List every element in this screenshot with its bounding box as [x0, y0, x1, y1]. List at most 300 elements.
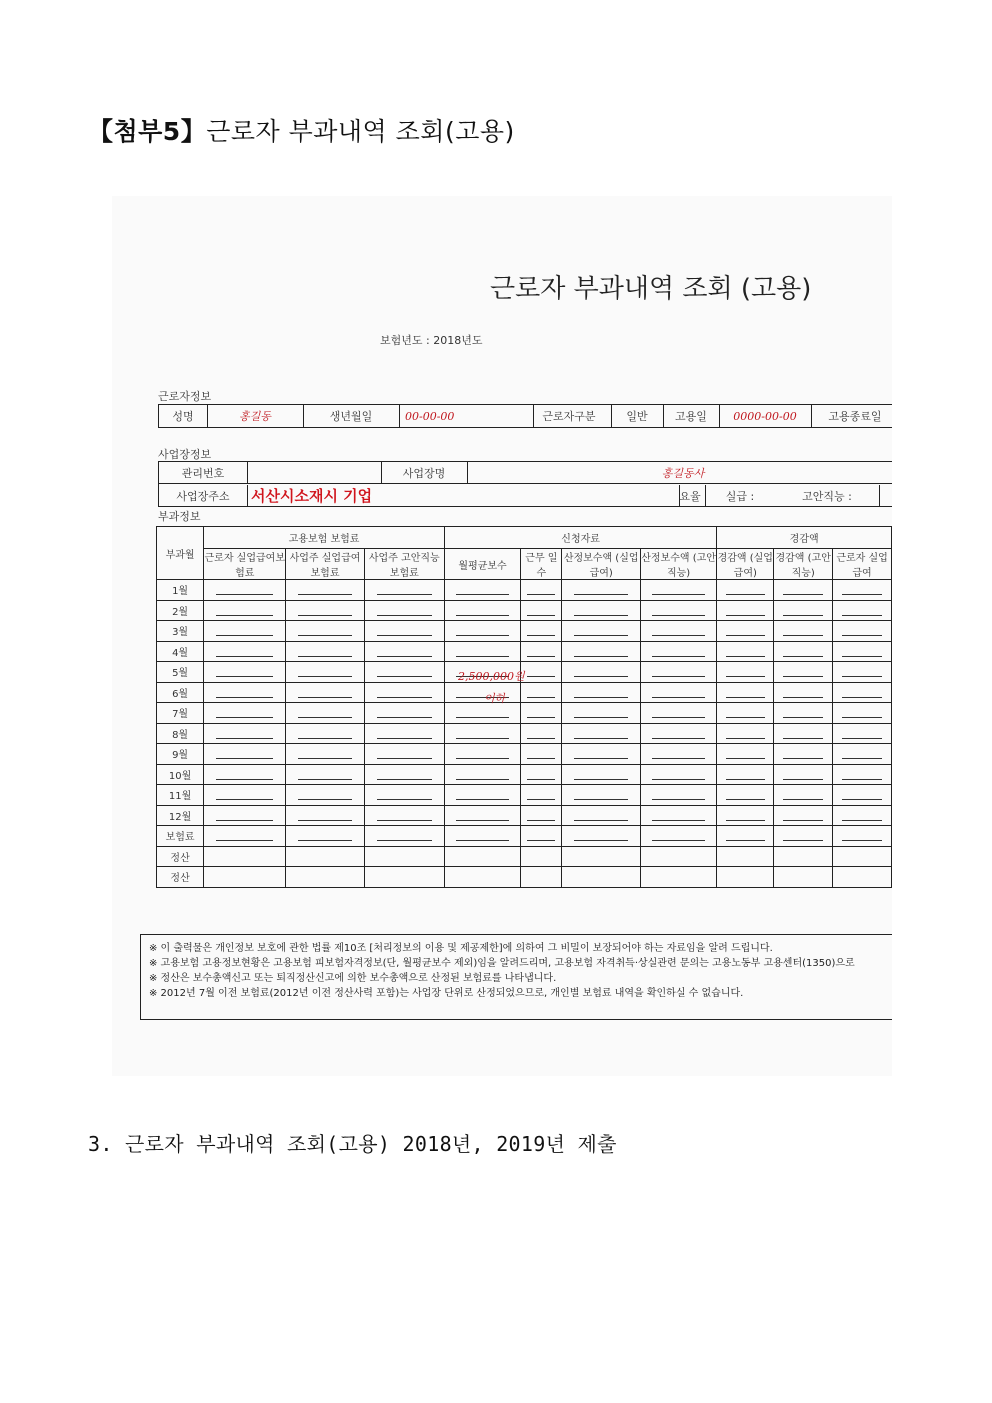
table-cell: [364, 682, 444, 703]
table-cell: [562, 785, 640, 806]
blank-line: [377, 748, 432, 759]
rate-label: 요율: [675, 485, 706, 506]
note-line: ※ 2012년 7월 이전 보험료(2012년 이전 정산사력 포함)는 사업장 단위로 산정되었으므로, 개인별 보험료 내역을 확인하실 수 없습니다.: [149, 988, 744, 999]
table-cell: [204, 805, 286, 826]
table-cell: [364, 826, 444, 847]
table-cell: [717, 846, 774, 867]
table-cell: [444, 723, 520, 744]
table-cell: [774, 621, 833, 642]
handwritten-amount: 2,500,000원: [458, 670, 525, 683]
blank-line: [527, 769, 555, 780]
table-cell: [640, 580, 716, 601]
worker-section-label: 근로자정보: [158, 390, 212, 403]
table-cell: [521, 723, 562, 744]
table-cell: [204, 867, 286, 888]
row-label: 3월: [157, 621, 204, 642]
attachment-title: 근로자 부과내역 조회(고용): [206, 117, 515, 146]
note-line: ※ 이 출력물은 개인정보 보호에 관한 법률 제10조 [처리정보의 이용 및 제공제한]에 의하여 그 비밀이 보장되어야 하는 자료임을 알려 드립니다.: [149, 943, 773, 954]
blank-line: [574, 707, 628, 718]
blank-line: [527, 789, 555, 800]
business-info-box: [158, 461, 892, 507]
table-cell: [833, 846, 892, 867]
table-cell: [204, 744, 286, 765]
table-cell: [364, 662, 444, 683]
table-cell: [364, 744, 444, 765]
blank-line: [574, 605, 628, 616]
blank-line: [574, 666, 628, 677]
blank-line: [574, 584, 628, 595]
row-label: 8월: [157, 723, 204, 744]
birth-value: 00-00-00: [399, 405, 534, 427]
blank-line: [652, 830, 705, 841]
row-label: 2월: [157, 600, 204, 621]
blank-line: [377, 666, 432, 677]
row-label: 11월: [157, 785, 204, 806]
table-cell: [286, 764, 364, 785]
blank-line: [842, 666, 883, 677]
blank-line: [574, 728, 628, 739]
table-cell: [521, 846, 562, 867]
table-cell: [833, 703, 892, 724]
table-cell: [833, 662, 892, 683]
table-cell: [833, 867, 892, 888]
name-value: 홍길동: [207, 405, 304, 427]
table-cell: [364, 703, 444, 724]
business-divider: [159, 483, 892, 484]
table-row: [157, 703, 892, 724]
blank-line: [783, 666, 824, 677]
table-cell: [717, 826, 774, 847]
group-insurance-premium: 고용보험 보험료: [204, 527, 445, 549]
table-cell: [286, 826, 364, 847]
table-cell: [364, 723, 444, 744]
table-cell: [833, 785, 892, 806]
table-cell: [364, 580, 444, 601]
blank-line: [216, 789, 273, 800]
mgmt-no-value: [247, 462, 382, 483]
table-cell: [717, 744, 774, 765]
blank-line: [456, 646, 509, 657]
blank-line: [298, 666, 352, 677]
row-label: 4월: [157, 641, 204, 662]
group-reduction: 경감액: [717, 527, 892, 549]
col-work-days: 근무 일수: [521, 549, 562, 580]
table-cell: [640, 744, 716, 765]
worker-type-label: 근로자구분: [527, 405, 612, 427]
table-cell: [204, 826, 286, 847]
table-cell: [640, 600, 716, 621]
row-label: 7월: [157, 703, 204, 724]
blank-line: [456, 830, 509, 841]
table-cell: [204, 703, 286, 724]
table-cell: [717, 621, 774, 642]
table-cell: [204, 621, 286, 642]
blank-line: [726, 789, 765, 800]
blank-line: [726, 728, 765, 739]
table-cell: [562, 580, 640, 601]
worker-info-row: [158, 404, 892, 428]
blank-line: [527, 605, 555, 616]
insurance-year: 보험년도 : 2018년도: [380, 334, 483, 347]
blank-line: [456, 748, 509, 759]
blank-line: [842, 584, 883, 595]
blank-line: [574, 789, 628, 800]
table-cell: [774, 662, 833, 683]
blank-line: [456, 625, 509, 636]
blank-line: [216, 707, 273, 718]
blank-line: [298, 769, 352, 780]
blank-line: [298, 687, 352, 698]
business-section-label: 사업장정보: [158, 448, 212, 461]
blank-line: [726, 646, 765, 657]
table-cell: [717, 600, 774, 621]
table-cell: [444, 764, 520, 785]
blank-line: [377, 687, 432, 698]
blank-line: [726, 748, 765, 759]
blank-line: [527, 625, 555, 636]
blank-line: [783, 830, 824, 841]
blank-line: [783, 687, 824, 698]
table-cell: [774, 682, 833, 703]
table-cell: [286, 703, 364, 724]
blank-line: [726, 810, 765, 821]
col-monthly-avg: 월평균보수: [444, 549, 520, 580]
handwritten-below: 이하: [484, 692, 506, 705]
col-calc-stab: 산정보수액 (고안직능): [640, 549, 716, 580]
blank-line: [652, 748, 705, 759]
blank-line: [377, 728, 432, 739]
table-cell: [204, 723, 286, 744]
blank-line: [842, 789, 883, 800]
blank-line: [527, 728, 555, 739]
table-cell: [521, 682, 562, 703]
col-reduct-unemp: 경감액 (실업급여): [717, 549, 774, 580]
table-cell: [640, 785, 716, 806]
blank-line: [216, 728, 273, 739]
table-row: [157, 641, 892, 662]
blank-line: [783, 748, 824, 759]
table-cell: [833, 764, 892, 785]
birth-label: 생년월일: [303, 405, 400, 427]
blank-line: [527, 707, 555, 718]
blank-line: [216, 810, 273, 821]
blank-line: [298, 789, 352, 800]
table-cell: [521, 826, 562, 847]
table-cell: [286, 805, 364, 826]
table-cell: [640, 641, 716, 662]
table-row: [157, 682, 892, 703]
blank-line: [652, 605, 705, 616]
blank-line: [456, 728, 509, 739]
table-cell: [286, 723, 364, 744]
table-cell: [717, 641, 774, 662]
table-cell: [774, 846, 833, 867]
blank-line: [298, 748, 352, 759]
blank-line: [456, 605, 509, 616]
rate-unemployment: 실급 :: [725, 489, 755, 503]
table-cell: [286, 744, 364, 765]
table-cell: [774, 703, 833, 724]
blank-line: [298, 584, 352, 595]
table-cell: [444, 744, 520, 765]
table-cell: [640, 723, 716, 744]
table-row: [157, 723, 892, 744]
table-cell: [774, 785, 833, 806]
table-cell: [774, 744, 833, 765]
blank-line: [574, 810, 628, 821]
table-cell: [833, 744, 892, 765]
blank-line: [216, 646, 273, 657]
table-cell: [364, 805, 444, 826]
table-cell: [717, 662, 774, 683]
table-cell: [364, 785, 444, 806]
blank-line: [527, 666, 555, 677]
row-label: 10월: [157, 764, 204, 785]
table-cell: [562, 846, 640, 867]
address-value: 서산시소재시 기업: [247, 485, 680, 506]
table-row: [157, 785, 892, 806]
table-cell: [833, 600, 892, 621]
table-cell: [286, 580, 364, 601]
table-cell: [286, 867, 364, 888]
row-label: 정산: [157, 867, 204, 888]
blank-line: [527, 810, 555, 821]
table-row: [157, 764, 892, 785]
table-cell: [640, 621, 716, 642]
table-cell: [286, 600, 364, 621]
table-cell: [774, 641, 833, 662]
table-cell: [774, 764, 833, 785]
blank-line: [216, 769, 273, 780]
col-worker-unemp-2: 근로자 실업급여: [833, 549, 892, 580]
table-cell: [521, 662, 562, 683]
blank-line: [377, 625, 432, 636]
table-cell: [562, 867, 640, 888]
table-row: [157, 621, 892, 642]
row-label: 12월: [157, 805, 204, 826]
table-row: [157, 805, 892, 826]
group-application-data: 신청자료: [444, 527, 716, 549]
blank-line: [652, 666, 705, 677]
table-cell: [521, 867, 562, 888]
table-cell: [562, 621, 640, 642]
end-date-label: 고용종료일: [828, 410, 882, 423]
blank-line: [527, 830, 555, 841]
table-cell: [717, 764, 774, 785]
blank-line: [377, 810, 432, 821]
business-name-label: 사업장명: [381, 462, 468, 483]
table-cell: [204, 600, 286, 621]
col-employer-unemp: 사업주 실업급여보험료: [286, 549, 364, 580]
blank-line: [377, 830, 432, 841]
table-cell: [833, 621, 892, 642]
levy-table: [156, 526, 892, 888]
table-cell: [364, 764, 444, 785]
blank-line: [726, 769, 765, 780]
row-label: 정산: [157, 846, 204, 867]
blank-line: [574, 646, 628, 657]
notes-box: [140, 934, 892, 1020]
table-row: [157, 826, 892, 847]
blank-line: [298, 605, 352, 616]
table-cell: [444, 580, 520, 601]
rate-stability: 고안직능 :: [775, 485, 880, 506]
row-label: 6월: [157, 682, 204, 703]
blank-line: [216, 584, 273, 595]
table-cell: [444, 805, 520, 826]
blank-line: [726, 605, 765, 616]
blank-line: [842, 830, 883, 841]
table-cell: [774, 723, 833, 744]
row-label: 1월: [157, 580, 204, 601]
scanned-form: [112, 196, 892, 1076]
table-cell: [521, 580, 562, 601]
col-worker-unemp: 근로자 실업급여보험료: [204, 549, 286, 580]
table-cell: [286, 641, 364, 662]
blank-line: [527, 687, 555, 698]
blank-line: [842, 810, 883, 821]
blank-line: [652, 584, 705, 595]
blank-line: [456, 810, 509, 821]
table-cell: [640, 764, 716, 785]
note-line: ※ 정산은 보수총액신고 또는 퇴직정산신고에 의한 보수총액으로 산정된 보험료를 나타냅니다.: [149, 973, 557, 984]
col-employer-stab: 사업주 고안직능보험료: [364, 549, 444, 580]
worker-type-value: 일반: [611, 405, 664, 427]
table-cell: [562, 662, 640, 683]
table-row: [157, 846, 892, 867]
blank-line: [216, 625, 273, 636]
table-cell: [833, 580, 892, 601]
row-label: 9월: [157, 744, 204, 765]
table-cell: [833, 641, 892, 662]
table-cell: [717, 723, 774, 744]
blank-line: [783, 625, 824, 636]
blank-line: [652, 728, 705, 739]
table-cell: [444, 785, 520, 806]
table-cell: [774, 580, 833, 601]
blank-line: [783, 707, 824, 718]
table-cell: [717, 805, 774, 826]
table-cell: [717, 580, 774, 601]
blank-line: [298, 728, 352, 739]
table-cell: [640, 826, 716, 847]
table-cell: [444, 600, 520, 621]
table-cell: [204, 580, 286, 601]
blank-line: [298, 646, 352, 657]
blank-line: [652, 625, 705, 636]
blank-line: [842, 646, 883, 657]
col-levy-month: 부과월: [157, 527, 204, 580]
blank-line: [783, 605, 824, 616]
table-cell: [521, 805, 562, 826]
blank-line: [456, 769, 509, 780]
blank-line: [574, 625, 628, 636]
table-cell: [833, 805, 892, 826]
table-cell: [444, 621, 520, 642]
table-cell: [286, 846, 364, 867]
blank-line: [842, 605, 883, 616]
table-cell: [640, 703, 716, 724]
table-row: [157, 600, 892, 621]
table-cell: [204, 785, 286, 806]
table-cell: [444, 682, 520, 703]
business-name-value: 홍길동사: [661, 466, 705, 480]
table-cell: [444, 867, 520, 888]
table-cell: [833, 682, 892, 703]
table-cell: [364, 641, 444, 662]
blank-line: [783, 810, 824, 821]
blank-line: [652, 769, 705, 780]
table-cell: [521, 744, 562, 765]
table-cell: [364, 867, 444, 888]
table-cell: [640, 662, 716, 683]
table-cell: [444, 826, 520, 847]
table-cell: [774, 805, 833, 826]
table-cell: [717, 682, 774, 703]
blank-line: [377, 707, 432, 718]
blank-line: [377, 769, 432, 780]
table-cell: [444, 703, 520, 724]
blank-line: [783, 789, 824, 800]
blank-line: [574, 830, 628, 841]
table-row: [157, 580, 892, 601]
blank-line: [527, 584, 555, 595]
blank-line: [652, 646, 705, 657]
blank-line: [652, 707, 705, 718]
blank-line: [842, 687, 883, 698]
table-cell: [640, 682, 716, 703]
table-cell: [562, 764, 640, 785]
table-cell: [833, 826, 892, 847]
blank-line: [298, 625, 352, 636]
blank-line: [574, 769, 628, 780]
table-cell: [286, 785, 364, 806]
mgmt-no-label: 관리번호: [159, 462, 248, 483]
blank-line: [298, 707, 352, 718]
blank-line: [216, 748, 273, 759]
table-cell: [364, 621, 444, 642]
table-cell: [204, 846, 286, 867]
table-cell: [286, 662, 364, 683]
table-cell: [521, 641, 562, 662]
form-title: 근로자 부과내역 조회 (고용): [490, 274, 812, 304]
blank-line: [726, 707, 765, 718]
table-cell: [364, 846, 444, 867]
name-label: 성명: [159, 405, 208, 427]
table-cell: [286, 682, 364, 703]
table-cell: [204, 662, 286, 683]
table-cell: [444, 641, 520, 662]
table-cell: [717, 867, 774, 888]
table-cell: [562, 826, 640, 847]
blank-line: [216, 687, 273, 698]
row-label: 5월: [157, 662, 204, 683]
blank-line: [574, 687, 628, 698]
blank-line: [783, 584, 824, 595]
blank-line: [726, 687, 765, 698]
blank-line: [783, 728, 824, 739]
blank-line: [216, 605, 273, 616]
blank-line: [842, 748, 883, 759]
blank-line: [527, 646, 555, 657]
table-cell: [640, 867, 716, 888]
col-calc-unemp: 산정보수액 (실업급여): [562, 549, 640, 580]
blank-line: [377, 646, 432, 657]
blank-line: [298, 810, 352, 821]
table-cell: [521, 764, 562, 785]
blank-line: [783, 769, 824, 780]
attachment-heading: [88, 112, 515, 148]
